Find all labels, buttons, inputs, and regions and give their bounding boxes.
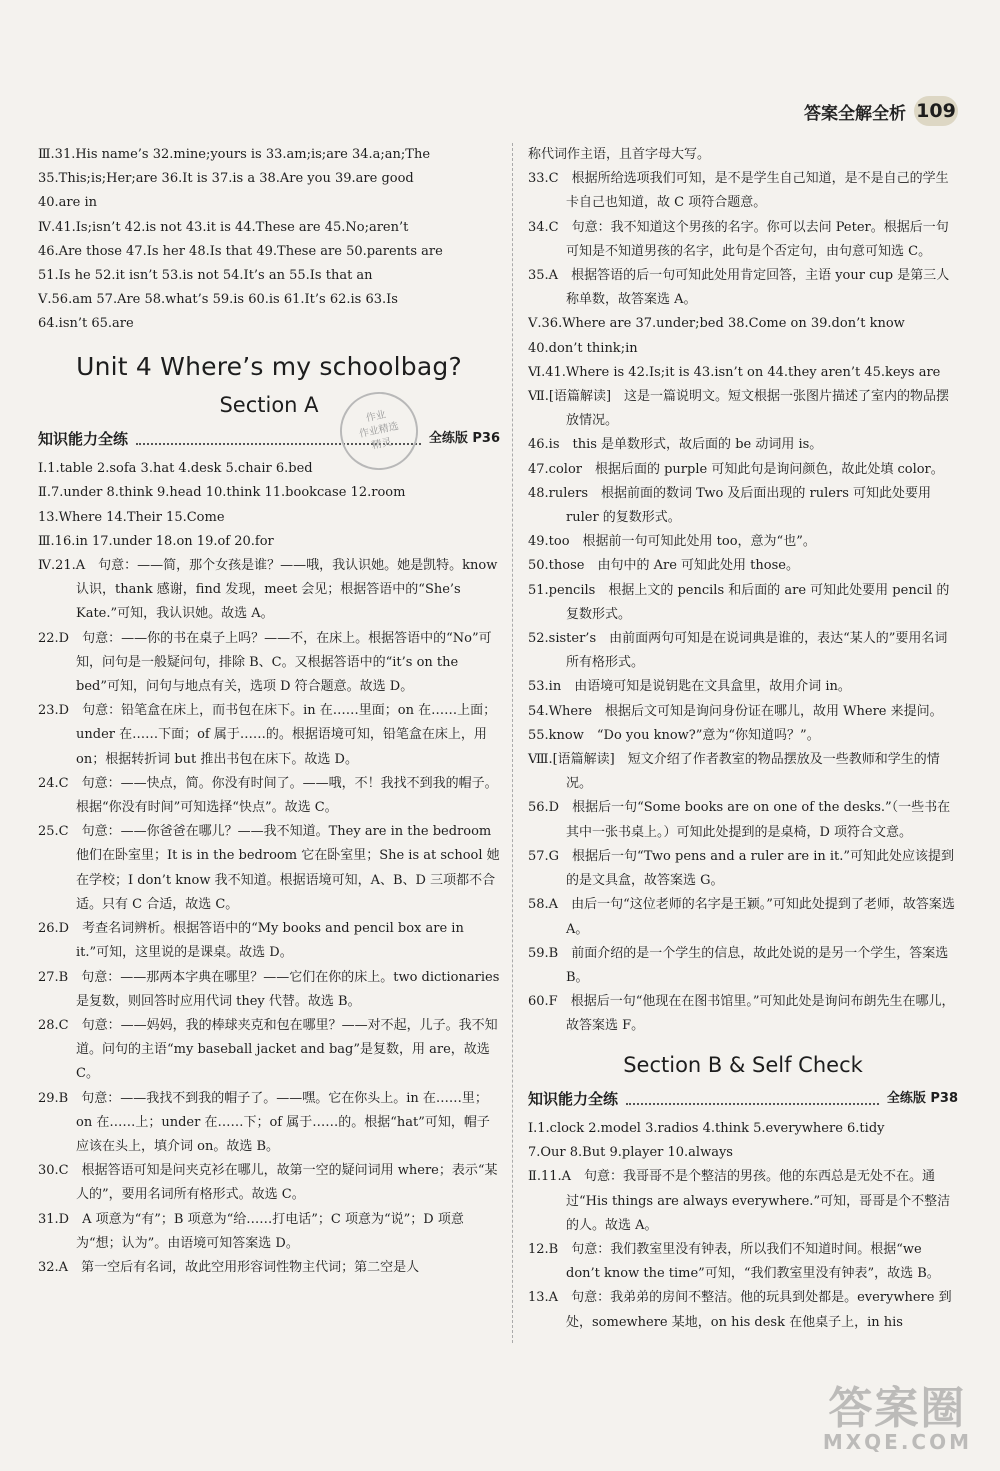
explanation-item: 50.those 由句中的 Are 可知此处用 those。 (528, 558, 799, 574)
explanation-item: 22.D 句意：——你的书在桌子上吗？——不，在床上。根据答语中的“No”可知，问句是一般疑问句，排除 B、C。又根据答语中的“it’s on the bed”可知，问句与地点有关，选项 D 符合题意。故选 D。 (38, 630, 492, 695)
explanation-item: Ⅳ.21.A 句意：——简，那个女孩是谁？——哦，我认识她。她是凯特。know 认识，thank 感谢，find 发现，meet 会见；根据答语中的“She’s Kate.”可知，我认识她。故选 A。 (38, 558, 498, 622)
explanation-item: 33.C 根据所给选项我们可知，是不是学生自己知道，是不是自己的学生卡自己也知道，故 C 项符合题意。 (528, 171, 949, 211)
explanation-item: 13.A 句意：我弟弟的房间不整洁。他的玩具到处都是。everywhere 到处，somewhere 某地，on his desk 在他桌子上，in his (528, 1290, 952, 1330)
page-header (804, 96, 958, 126)
answer-line: 40.are in (38, 195, 97, 211)
answer-line: 13.Where 14.Their 15.Come (38, 509, 225, 525)
answer-line: 7.Our 8.But 9.player 10.always (528, 1145, 733, 1161)
explanation-item: 47.color 根据后面的 purple 可知此句是询问颜色，故此处填 color。 (528, 461, 944, 477)
explanation-item: 27.B 句意：——那两本字典在哪里？——它们在你的床上。two dictionaries 是复数，则回答时应用代词 they 代替。故选 B。 (38, 969, 500, 1009)
answer-line: Ⅴ.56.am 57.Are 58.what’s 59.is 60.is 61.It’s 62.is 63.Is (38, 292, 398, 308)
explanation-item: 48.rulers 根据前面的数词 Two 及后面出现的 rulers 可知此处要用 ruler 的复数形式。 (528, 485, 932, 526)
answer-line: Ⅳ.41.Is;isn’t 42.is not 43.it is 44.These are 45.No;aren’t (38, 219, 409, 235)
knowledge-label: 知识能力全练 (528, 1089, 619, 1108)
page-number: 109 (914, 96, 958, 126)
explanation-item: 60.F 根据后一句“他现在在图书馆里。”可知此处是询问布朗先生在哪儿，故答案选 F。 (528, 994, 955, 1034)
answer-line: 64.isn’t 65.are (38, 316, 134, 332)
explanation-item: 34.C 句意：我不知道这个男孩的名字。你可以去问 Peter。根据后一句可知是不知道男孩的名字，此句是个否定句，由句意可知选 C。 (528, 219, 949, 259)
answer-line: Ⅱ.7.under 8.think 9.head 10.think 11.bookcase 12.room (38, 485, 406, 501)
site-watermark (822, 1382, 972, 1454)
stamp-text: 作业 (365, 409, 387, 425)
explanation-item: 31.D A 项意为“有”；B 项意为“给……打电话”；C 项意为“说”；D 项意为“想；认为”。由语境可知答案选 D。 (38, 1211, 464, 1251)
page-reference: 全练版 P36 (428, 431, 500, 447)
column-divider (512, 143, 513, 1343)
unit-title: Unit 4 Where’s my schoolbag? (76, 351, 462, 381)
explanation-item: 49.too 根据前一句可知此处用 too，意为“也”。 (528, 534, 816, 550)
explanation-item: 59.B 前面介绍的是一个学生的信息，故此处说的是另一个学生，答案选 B。 (528, 945, 949, 985)
knowledge-section-header (528, 1087, 958, 1111)
explanation-item: 58.A 由后一句“这位老师的名字是王颖。”可知此处提到了老师，故答案选 A。 (528, 897, 955, 937)
explanation-item: 54.Where 根据后文可知是询问身份证在哪儿，故用 Where 来提问。 (528, 703, 943, 719)
section-title: Section A (219, 392, 319, 417)
watermark-main: 答案圈 (828, 1382, 967, 1434)
explanation-item: 25.C 句意：——你爸爸在哪儿？——我不知道。They are in the bedroom 他们在卧室里；It is in the bedroom 它在卧室里；She is at school 她在学校；I don’t know 我不知道。根据语境可知，A、B、D 三项都不合适。只有 C 合适，故选 C。 (38, 824, 500, 912)
explanation-item: 51.pencils 根据上文的 pencils 和后面的 are 可知此处要用 pencil 的复数形式。 (528, 582, 950, 622)
watermark-sub: MXQE.COM (822, 1430, 972, 1454)
answer-line: Ⅵ.41.Where is 42.Is;it is 43.isn’t on 44.they aren’t 45.keys are (528, 364, 941, 380)
answer-line: 35.This;is;Her;are 36.It is 37.is a 38.Are you 39.are good (38, 171, 414, 187)
answer-line: 40.don’t think;in (528, 340, 638, 356)
explanation-item: 32.A 第一空后有名词，故此空用形容词性物主代词；第二空是人 (38, 1259, 420, 1275)
right-column (528, 143, 958, 1335)
section-title: Section B & Self Check (623, 1052, 863, 1077)
answer-line: Ⅰ.1.table 2.sofa 3.hat 4.desk 5.chair 6.bed (38, 461, 313, 477)
explanation-item: 称代词作主语，且首字母大写。 (528, 147, 711, 162)
explanation-item: 57.G 根据后一句“Two pens and a ruler are in it.”可知此处应该提到的是文具盒，故答案选 G。 (528, 848, 955, 889)
stamp-text: 精灵 (370, 436, 393, 452)
stamp-text: 作业精选 (358, 420, 400, 441)
explanation-item: Ⅱ.11.A 句意：我哥哥不是个整洁的男孩。他的东西总是无处不在。通过“His things are always everywhere.”可知，哥哥是个不整洁的人。故选 A。 (528, 1169, 951, 1233)
explanation-item: Ⅷ.[语篇解读] 短文介绍了作者教室的物品摆放及一些教师和学生的情况。 (528, 752, 940, 792)
answer-line: Ⅴ.36.Where are 37.under;bed 38.Come on 39.don’t know (528, 316, 905, 332)
knowledge-label: 知识能力全练 (38, 430, 129, 449)
explanation-item: 30.C 根据答语可知是问夹克衫在哪儿，故第一空的疑问词用 where；表示“某人的”，要用名词所有格形式。故选 C。 (38, 1163, 498, 1203)
explanation-item: 35.A 根据答语的后一句可知此处用肯定回答，主语 your cup 是第三人称单数，故答案选 A。 (528, 268, 950, 308)
explanation-item: 28.C 句意：——妈妈，我的棒球夹克和包在哪里？——对不起，儿子。我不知道。问句的主语“my baseball jacket and bag”是复数，用 are，故选 C。 (38, 1017, 498, 1082)
answer-line: Ⅲ.31.His name’s 32.mine;yours is 33.am;is;are 34.a;an;The (38, 147, 431, 162)
explanation-item: 53.in 由语境可知是说钥匙在文具盒里，故用介词 in。 (528, 679, 851, 695)
explanation-item: 26.D 考查名词辨析。根据答语中的“My books and pencil box are in it.”可知，这里说的是课桌。故选 D。 (38, 921, 464, 961)
explanation-item: 52.sister’s 由前面两句可知是在说词典是谁的，表达“某人的”要用名词所有格形式。 (528, 631, 948, 671)
answer-line: 46.Are those 47.Is her 48.Is that 49.These are 50.parents are (38, 243, 443, 259)
knowledge-section-header (38, 427, 500, 451)
header-title: 答案全解全析 (804, 103, 906, 124)
page-reference: 全练版 P38 (886, 1090, 958, 1106)
answer-line: 51.Is he 52.it isn’t 53.is not 54.It’s an 55.Is that an (38, 268, 373, 284)
explanation-item: 24.C 句意：——快点，简。你没有时间了。——哦，不！我找不到我的帽子。根据“你没有时间”可知选择“快点”。故选 C。 (38, 775, 498, 816)
answer-line: Ⅲ.16.in 17.under 18.on 19.of 20.for (38, 533, 274, 549)
explanation-item: 12.B 句意：我们教室里没有钟表，所以我们不知道时间。根据“we don’t know the time”可知，“我们教室里没有钟表”，故选 B。 (528, 1241, 940, 1282)
explanation-item: 56.D 根据后一句“Some books are on one of the desks.”（一些书在其中一张书桌上。）可知此处提到的是桌椅，D 项符合文意。 (528, 800, 951, 840)
explanation-item: 29.B 句意：——我找不到我的帽子了。——嘿。它在你头上。in 在……里；on 在……上；under 在……下；of 属于……的。根据“hat”可知，帽子应该在头上，填介词 on。故选 B。 (38, 1090, 490, 1154)
leader-dots (626, 1093, 879, 1105)
explanation-item: 55.know “Do you know?”意为“你知道吗？”。 (528, 727, 820, 743)
explanation-item: Ⅶ.[语篇解读] 这是一篇说明文。短文根据一张图片描述了室内的物品摆放情况。 (528, 389, 950, 429)
explanation-item: 23.D 句意：铅笔盒在床上，而书包在床下。in 在……里面；on 在……上面；under 在……下面；of 属于……的。根据语境可知，铅笔盒在床上，用 on；根据转折词 but 推出书包在床下。故选 D。 (38, 703, 497, 767)
explanation-item: 46.is this 是单数形式，故后面的 be 动词用 is。 (528, 437, 823, 453)
answer-line: Ⅰ.1.clock 2.model 3.radios 4.think 5.everywhere 6.tidy (528, 1120, 885, 1136)
left-column (38, 143, 500, 1280)
